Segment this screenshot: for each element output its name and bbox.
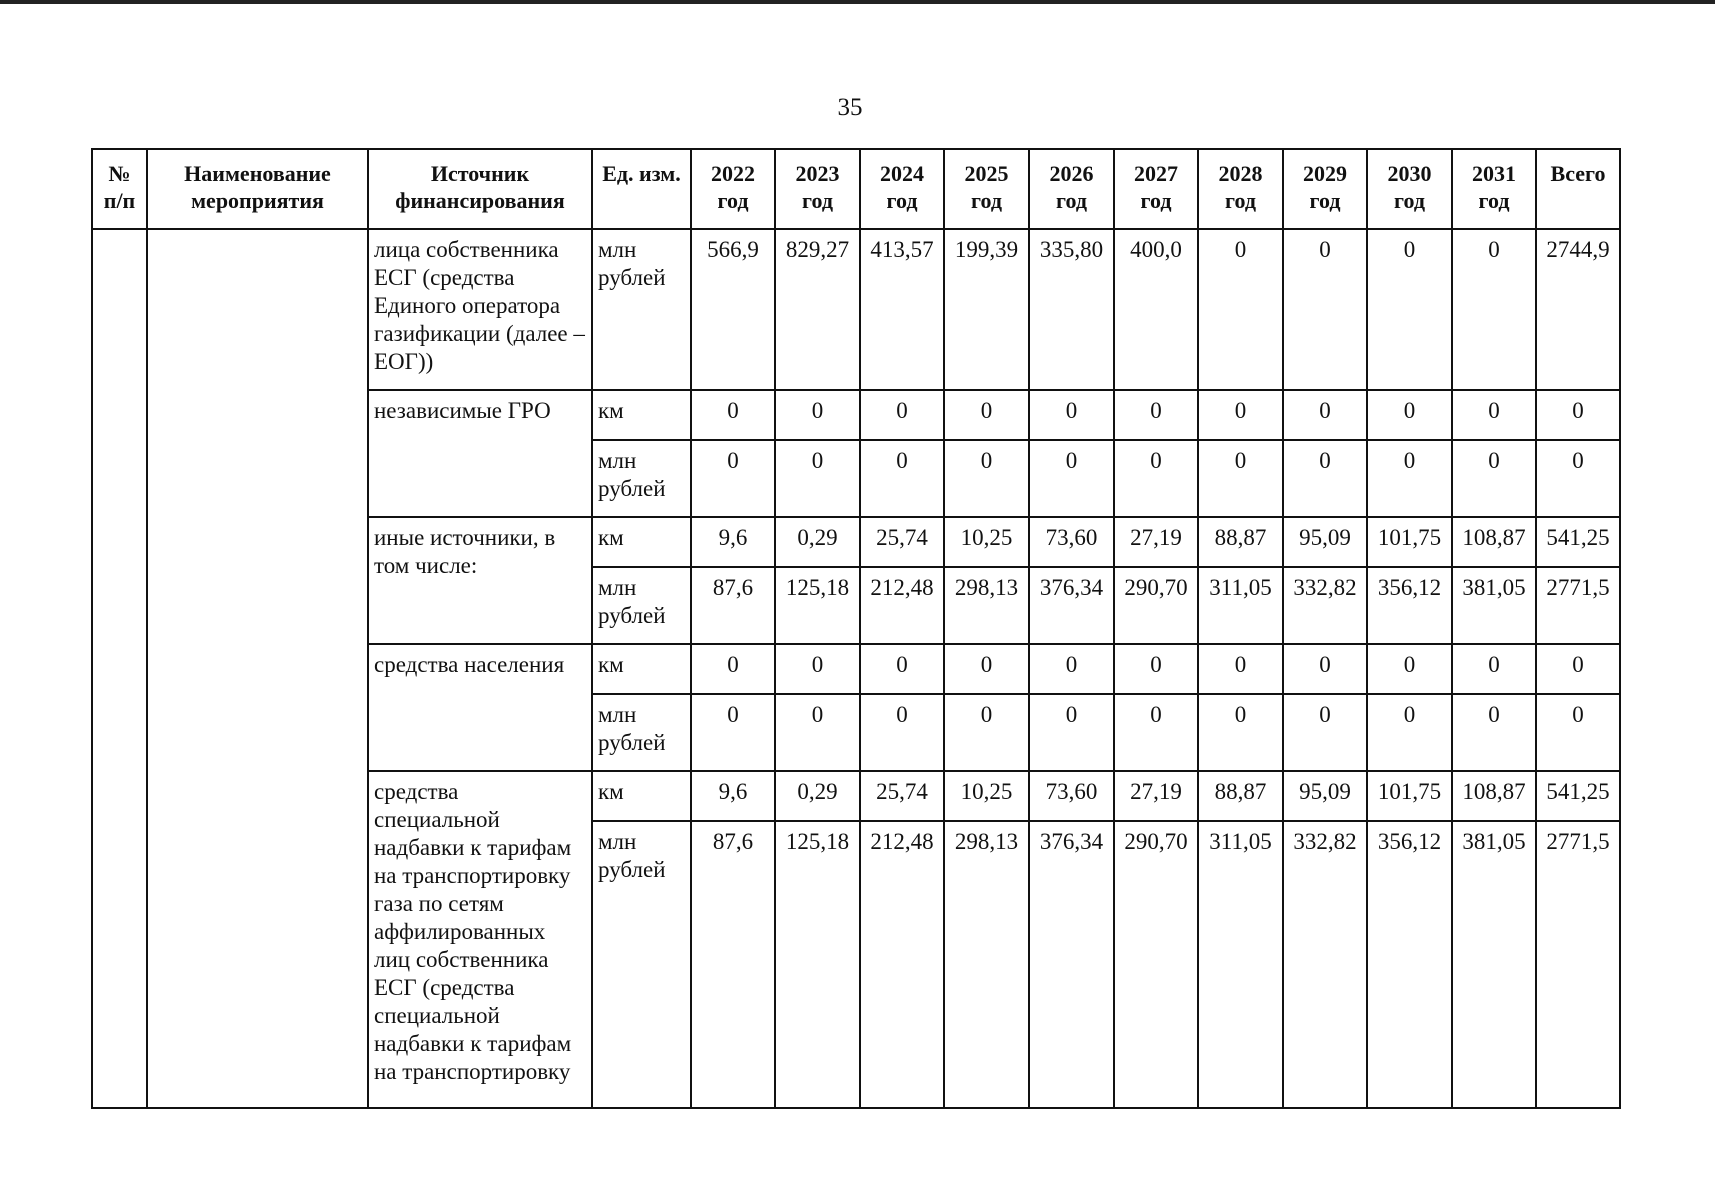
year-value-cell: 0 (1367, 694, 1452, 771)
year-value-cell: 0 (1114, 644, 1198, 694)
total-value-cell: 541,25 (1536, 517, 1620, 567)
year-value-cell: 0 (860, 694, 944, 771)
unit-cell: км (592, 390, 691, 440)
header-year: 2028 год (1198, 149, 1283, 229)
header-year: 2031 год (1452, 149, 1536, 229)
year-value-cell: 566,9 (691, 229, 775, 390)
year-value-cell: 87,6 (691, 821, 775, 1108)
year-value-cell: 0 (1452, 694, 1536, 771)
year-value-cell: 212,48 (860, 567, 944, 644)
source-cell: средства населения (368, 644, 592, 771)
header-unit: Ед. изм. (592, 149, 691, 229)
year-value-cell: 0 (775, 694, 860, 771)
year-value-cell: 376,34 (1029, 567, 1114, 644)
scan-top-edge (0, 0, 1715, 4)
year-value-cell: 400,0 (1114, 229, 1198, 390)
total-value-cell: 2744,9 (1536, 229, 1620, 390)
year-value-cell: 0 (1283, 440, 1367, 517)
header-year: 2022 год (691, 149, 775, 229)
year-value-cell: 290,70 (1114, 567, 1198, 644)
year-value-cell: 73,60 (1029, 771, 1114, 821)
year-value-cell: 335,80 (1029, 229, 1114, 390)
source-cell: независимые ГРО (368, 390, 592, 517)
year-value-cell: 88,87 (1198, 771, 1283, 821)
unit-cell: млн рублей (592, 821, 691, 1108)
header-year: 2024 год (860, 149, 944, 229)
year-value-cell: 0 (691, 440, 775, 517)
year-value-cell: 0 (775, 390, 860, 440)
year-value-cell: 0 (1367, 229, 1452, 390)
year-value-cell: 0 (1283, 694, 1367, 771)
unit-cell: млн рублей (592, 694, 691, 771)
year-value-cell: 73,60 (1029, 517, 1114, 567)
header-name: Наименование мероприятия (147, 149, 368, 229)
year-value-cell: 0 (1198, 644, 1283, 694)
financing-table (91, 148, 1621, 1109)
year-value-cell: 0 (691, 390, 775, 440)
year-value-cell: 0 (1283, 390, 1367, 440)
year-value-cell: 199,39 (944, 229, 1029, 390)
year-value-cell: 9,6 (691, 517, 775, 567)
year-value-cell: 332,82 (1283, 821, 1367, 1108)
total-value-cell: 2771,5 (1536, 821, 1620, 1108)
year-value-cell: 10,25 (944, 517, 1029, 567)
year-value-cell: 356,12 (1367, 821, 1452, 1108)
year-value-cell: 0 (1452, 390, 1536, 440)
page-number: 35 (837, 94, 863, 121)
year-value-cell: 0 (1114, 440, 1198, 517)
year-value-cell: 0 (944, 440, 1029, 517)
source-cell: лица собственника ЕСГ (средства Единого оператора газификации (далее – ЕОГ)) (368, 229, 592, 390)
year-value-cell: 0 (1198, 390, 1283, 440)
unit-cell: км (592, 644, 691, 694)
year-value-cell: 0 (1114, 694, 1198, 771)
year-value-cell: 0,29 (775, 517, 860, 567)
year-value-cell: 0 (1029, 694, 1114, 771)
year-value-cell: 212,48 (860, 821, 944, 1108)
year-value-cell: 0 (860, 440, 944, 517)
year-value-cell: 0 (1198, 229, 1283, 390)
year-value-cell: 0 (860, 644, 944, 694)
year-value-cell: 9,6 (691, 771, 775, 821)
header-year: 2029 год (1283, 149, 1367, 229)
year-value-cell: 0 (775, 644, 860, 694)
year-value-cell: 298,13 (944, 567, 1029, 644)
year-value-cell: 87,6 (691, 567, 775, 644)
total-value-cell: 0 (1536, 390, 1620, 440)
year-value-cell: 27,19 (1114, 517, 1198, 567)
year-value-cell: 332,82 (1283, 567, 1367, 644)
header-year: 2027 год (1114, 149, 1198, 229)
year-value-cell: 0,29 (775, 771, 860, 821)
year-value-cell: 101,75 (1367, 771, 1452, 821)
year-value-cell: 0 (1367, 440, 1452, 517)
table-row (92, 229, 1620, 390)
total-value-cell: 0 (1536, 644, 1620, 694)
year-value-cell: 125,18 (775, 567, 860, 644)
source-cell: иные источники, в том числе: (368, 517, 592, 644)
year-value-cell: 0 (691, 694, 775, 771)
total-value-cell: 0 (1536, 440, 1620, 517)
header-year: 2026 год (1029, 149, 1114, 229)
year-value-cell: 311,05 (1198, 821, 1283, 1108)
year-value-cell: 108,87 (1452, 517, 1536, 567)
year-value-cell: 829,27 (775, 229, 860, 390)
header-source: Источник финансирования (368, 149, 592, 229)
row-number-cell (92, 229, 147, 1108)
source-cell: средства специальной надбавки к тарифам на транспортировку газа по сетям аффилированных лиц собственника ЕСГ (средства специальной надбавки к тарифам на транспортировку (368, 771, 592, 1108)
activity-name-cell (147, 229, 368, 1108)
total-value-cell: 0 (1536, 694, 1620, 771)
year-value-cell: 0 (1029, 390, 1114, 440)
year-value-cell: 88,87 (1198, 517, 1283, 567)
year-value-cell: 0 (1452, 229, 1536, 390)
year-value-cell: 0 (1283, 644, 1367, 694)
year-value-cell: 356,12 (1367, 567, 1452, 644)
year-value-cell: 0 (1029, 440, 1114, 517)
year-value-cell: 0 (775, 440, 860, 517)
year-value-cell: 311,05 (1198, 567, 1283, 644)
year-value-cell: 0 (691, 644, 775, 694)
header-year: 2025 год (944, 149, 1029, 229)
year-value-cell: 0 (944, 644, 1029, 694)
year-value-cell: 95,09 (1283, 517, 1367, 567)
total-value-cell: 541,25 (1536, 771, 1620, 821)
year-value-cell: 0 (1029, 644, 1114, 694)
total-value-cell: 2771,5 (1536, 567, 1620, 644)
year-value-cell: 0 (1452, 644, 1536, 694)
year-value-cell: 0 (1198, 440, 1283, 517)
year-value-cell: 0 (1283, 229, 1367, 390)
header-year: 2030 год (1367, 149, 1452, 229)
year-value-cell: 108,87 (1452, 771, 1536, 821)
year-value-cell: 0 (944, 694, 1029, 771)
year-value-cell: 10,25 (944, 771, 1029, 821)
year-value-cell: 0 (1367, 644, 1452, 694)
unit-cell: км (592, 517, 691, 567)
year-value-cell: 27,19 (1114, 771, 1198, 821)
year-value-cell: 413,57 (860, 229, 944, 390)
unit-cell: км (592, 771, 691, 821)
header-row (92, 149, 1620, 229)
unit-cell: млн рублей (592, 567, 691, 644)
unit-cell: млн рублей (592, 229, 691, 390)
year-value-cell: 0 (1367, 390, 1452, 440)
year-value-cell: 0 (860, 390, 944, 440)
year-value-cell: 381,05 (1452, 821, 1536, 1108)
unit-cell: млн рублей (592, 440, 691, 517)
year-value-cell: 25,74 (860, 517, 944, 567)
year-value-cell: 0 (1198, 694, 1283, 771)
year-value-cell: 0 (1452, 440, 1536, 517)
year-value-cell: 95,09 (1283, 771, 1367, 821)
year-value-cell: 381,05 (1452, 567, 1536, 644)
year-value-cell: 25,74 (860, 771, 944, 821)
year-value-cell: 298,13 (944, 821, 1029, 1108)
header-no: № п/п (92, 149, 147, 229)
header-year: 2023 год (775, 149, 860, 229)
year-value-cell: 101,75 (1367, 517, 1452, 567)
year-value-cell: 0 (1114, 390, 1198, 440)
header-total: Всего (1536, 149, 1620, 229)
year-value-cell: 125,18 (775, 821, 860, 1108)
year-value-cell: 376,34 (1029, 821, 1114, 1108)
year-value-cell: 290,70 (1114, 821, 1198, 1108)
year-value-cell: 0 (944, 390, 1029, 440)
